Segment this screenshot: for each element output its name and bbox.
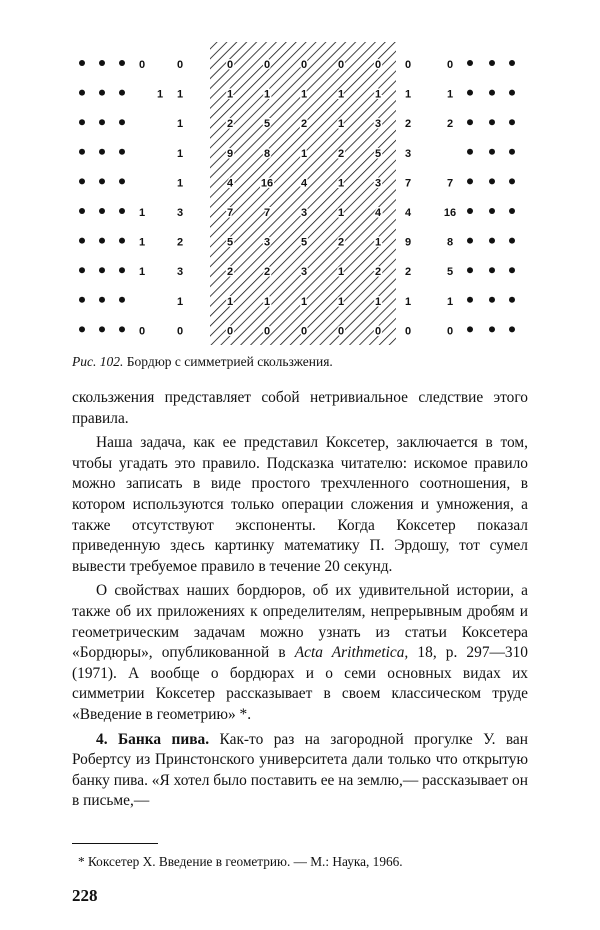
frieze-number: 3 xyxy=(176,266,184,279)
frieze-dot xyxy=(99,326,105,332)
paragraph-3-start: О свойствах наших бордюров, об их удивительной истории, а также об их приложениях к определителям, непрерывным дробям и геометрическим задачам можно узнать из статьи Коксетера «Бордюры», опубликованной в xyxy=(72,582,528,662)
frieze-number: 2 xyxy=(300,118,308,131)
frieze-number: 2 xyxy=(337,236,345,249)
frieze-number: 0 xyxy=(138,59,146,71)
frieze-number: 0 xyxy=(404,325,412,338)
frieze-dot xyxy=(99,60,105,66)
frieze-number: 0 xyxy=(226,59,234,71)
frieze-number: 1 xyxy=(300,295,308,308)
frieze-number: 1 xyxy=(337,118,345,131)
frieze-number: 3 xyxy=(300,266,308,279)
frieze-number: 3 xyxy=(374,177,382,190)
frieze-number: 1 xyxy=(446,295,454,308)
frieze-number: 2 xyxy=(374,266,382,279)
frieze-number: 0 xyxy=(300,325,308,338)
frieze-number: 4 xyxy=(226,177,234,190)
frieze-dot xyxy=(509,60,515,66)
frieze-dot xyxy=(467,267,473,273)
frieze-dot xyxy=(79,119,85,125)
frieze-number: 1 xyxy=(300,147,308,160)
main-text xyxy=(72,388,528,816)
frieze-number: 0 xyxy=(263,325,271,338)
frieze-dot xyxy=(119,297,125,303)
frieze-dot xyxy=(467,90,473,96)
frieze-number: 1 xyxy=(226,295,234,308)
frieze-number: 7 xyxy=(446,177,454,190)
frieze-number: 4 xyxy=(300,177,308,190)
frieze-number: 0 xyxy=(263,59,271,71)
frieze-number: 2 xyxy=(226,266,234,279)
frieze-number: 1 xyxy=(176,118,184,131)
journal-title: Acta Arithmetica, xyxy=(294,644,409,662)
paragraph-4 xyxy=(72,730,528,812)
frieze-dot xyxy=(467,178,473,184)
frieze-number: 1 xyxy=(138,207,146,219)
frieze-dot xyxy=(79,90,85,96)
frieze-number: 7 xyxy=(226,207,234,219)
frieze-number: 0 xyxy=(176,325,184,338)
frieze-number: 1 xyxy=(176,177,184,190)
frieze-number: 2 xyxy=(404,118,412,131)
frieze-number: 2 xyxy=(226,118,234,131)
frieze-dot xyxy=(489,149,495,155)
frieze-number: 9 xyxy=(404,236,412,249)
frieze-number: 0 xyxy=(176,59,184,71)
frieze-dot xyxy=(467,119,473,125)
frieze-dot xyxy=(99,149,105,155)
frieze-number: 5 xyxy=(263,118,271,131)
frieze-dot xyxy=(79,149,85,155)
frieze-number: 0 xyxy=(337,59,345,71)
frieze-dot xyxy=(99,208,105,214)
frieze-dot xyxy=(119,90,125,96)
frieze-dot xyxy=(119,267,125,273)
frieze-number: 1 xyxy=(374,236,382,249)
frieze-dot xyxy=(489,208,495,214)
frieze-number: 7 xyxy=(263,207,271,219)
frieze-number: 4 xyxy=(374,207,382,219)
frieze-dot xyxy=(119,238,125,244)
frieze-number: 16 xyxy=(443,207,457,219)
footnote-rule xyxy=(72,843,158,844)
frieze-number: 9 xyxy=(226,147,234,160)
frieze-dot xyxy=(119,119,125,125)
frieze-dot xyxy=(489,297,495,303)
frieze-number: 0 xyxy=(374,59,382,71)
frieze-dot xyxy=(119,149,125,155)
paragraph-2: Наша задача, как ее представил Коксетер, заключается в том, чтобы угадать это правило. Подсказка читателю: искомое правило можно записать в виде простого трехчленного соотношения, в котором используются только операции сложения и умножения, а также отсутствуют экспоненты. Когда Коксетер показал приведенную здесь картинку математику П. Эрдошу, тот сумел вывести требуемое правило в течение 20 секунд. xyxy=(72,434,528,575)
frieze-dot xyxy=(509,326,515,332)
frieze-number: 2 xyxy=(404,266,412,279)
paragraph-1: скользжения представляет собой нетривиальное следствие этого правила. xyxy=(72,389,528,427)
frieze-dot xyxy=(99,178,105,184)
frieze-dot xyxy=(119,326,125,332)
frieze-dot xyxy=(467,326,473,332)
frieze-number: 3 xyxy=(404,147,412,160)
page-number: 228 xyxy=(72,886,98,905)
frieze-dot xyxy=(79,60,85,66)
frieze-number: 5 xyxy=(226,236,234,249)
frieze-dot xyxy=(489,238,495,244)
frieze-number: 1 xyxy=(176,147,184,160)
frieze-dot xyxy=(119,178,125,184)
frieze-number: 1 xyxy=(404,88,412,101)
frieze-dot xyxy=(467,149,473,155)
frieze-dot xyxy=(509,267,515,273)
frieze-dot xyxy=(509,90,515,96)
frieze-number: 2 xyxy=(337,147,345,160)
frieze-dot xyxy=(489,60,495,66)
frieze-number: 1 xyxy=(337,266,345,279)
frieze-number: 1 xyxy=(374,88,382,101)
paragraph-4-text: Как-то раз на загородной прогулке У. ван Робертсу из Принстонского университета дали только что открытую банку пива. «Я хотел было поставить ее на землю,— рассказывает он в письме,— xyxy=(72,730,528,810)
frieze-number: 3 xyxy=(176,207,184,219)
frieze-number: 1 xyxy=(374,295,382,308)
figure-caption xyxy=(72,354,333,370)
frieze-dot xyxy=(509,149,515,155)
frieze-dot xyxy=(119,60,125,66)
frieze-number: 3 xyxy=(300,207,308,219)
frieze-dot xyxy=(509,297,515,303)
frieze-number: 4 xyxy=(404,207,412,219)
frieze-dot xyxy=(467,238,473,244)
frieze-number: 1 xyxy=(337,207,345,219)
frieze-number: 0 xyxy=(404,59,412,71)
frieze-dot xyxy=(489,178,495,184)
frieze-dot xyxy=(489,326,495,332)
frieze-number: 3 xyxy=(374,118,382,131)
frieze-dot xyxy=(99,267,105,273)
frieze-dot xyxy=(467,208,473,214)
frieze-number: 0 xyxy=(446,59,454,71)
frieze-number: 2 xyxy=(446,118,454,131)
frieze-dot xyxy=(467,297,473,303)
frieze-number: 0 xyxy=(226,325,234,338)
caption-text: Бордюр с симметрией скользжения. xyxy=(126,354,333,369)
frieze-dot xyxy=(99,119,105,125)
frieze-number: 1 xyxy=(176,88,184,101)
footnote: * Коксетер Х. Введение в геометрию. — М.: Наука, 1966. xyxy=(78,854,403,869)
frieze-dot xyxy=(489,267,495,273)
frieze-dot xyxy=(79,326,85,332)
frieze-number: 0 xyxy=(446,325,454,338)
frieze-number: 7 xyxy=(404,177,412,190)
frieze-number: 2 xyxy=(176,236,184,249)
frieze-number: 1 xyxy=(138,266,146,279)
frieze-dot xyxy=(99,297,105,303)
frieze-dot xyxy=(509,238,515,244)
frieze-number: 1 xyxy=(226,88,234,101)
frieze-number: 16 xyxy=(260,177,274,190)
frieze-number: 1 xyxy=(263,295,271,308)
frieze-number: 5 xyxy=(374,147,382,160)
frieze-number: 1 xyxy=(337,88,345,101)
caption-label: Рис. 102. xyxy=(72,354,124,369)
frieze-dot xyxy=(79,178,85,184)
frieze-number: 0 xyxy=(300,59,308,71)
frieze-dot xyxy=(467,60,473,66)
frieze-number: 0 xyxy=(138,325,146,338)
frieze-number: 1 xyxy=(337,295,345,308)
frieze-dot xyxy=(99,238,105,244)
frieze-dot xyxy=(79,208,85,214)
frieze-number: 8 xyxy=(446,236,454,249)
frieze-dot xyxy=(509,208,515,214)
frieze-number: 5 xyxy=(446,266,454,279)
frieze-number: 0 xyxy=(337,325,345,338)
frieze-dot xyxy=(509,119,515,125)
frieze-number: 1 xyxy=(156,88,164,101)
frieze-number: 3 xyxy=(263,236,271,249)
frieze-number: 1 xyxy=(337,177,345,190)
paragraph-3 xyxy=(72,581,528,725)
frieze-dot xyxy=(489,119,495,125)
frieze-number: 1 xyxy=(263,88,271,101)
frieze-dot xyxy=(489,90,495,96)
frieze-dot xyxy=(79,267,85,273)
frieze-number: 0 xyxy=(374,325,382,338)
frieze-dot xyxy=(79,297,85,303)
section-heading: 4. Банка пива. xyxy=(96,730,210,748)
frieze-dot xyxy=(509,178,515,184)
frieze-dot xyxy=(79,238,85,244)
frieze-dot xyxy=(119,208,125,214)
paragraph-3-end: 18, р. 297—310 (1971). А вообще о бордюрах и о семи основных видах их симметрии Коксетер рассказывает в своем классическом труде «Введение в геометрию» *. xyxy=(72,644,528,723)
frieze-number: 8 xyxy=(263,147,271,160)
frieze-number: 1 xyxy=(404,295,412,308)
frieze-number: 5 xyxy=(300,236,308,249)
frieze-number: 1 xyxy=(138,236,146,249)
frieze-dot xyxy=(99,90,105,96)
frieze-number: 1 xyxy=(300,88,308,101)
frieze-number: 1 xyxy=(446,88,454,101)
frieze-figure xyxy=(60,40,540,350)
frieze-number: 1 xyxy=(176,295,184,308)
frieze-number: 2 xyxy=(263,266,271,279)
